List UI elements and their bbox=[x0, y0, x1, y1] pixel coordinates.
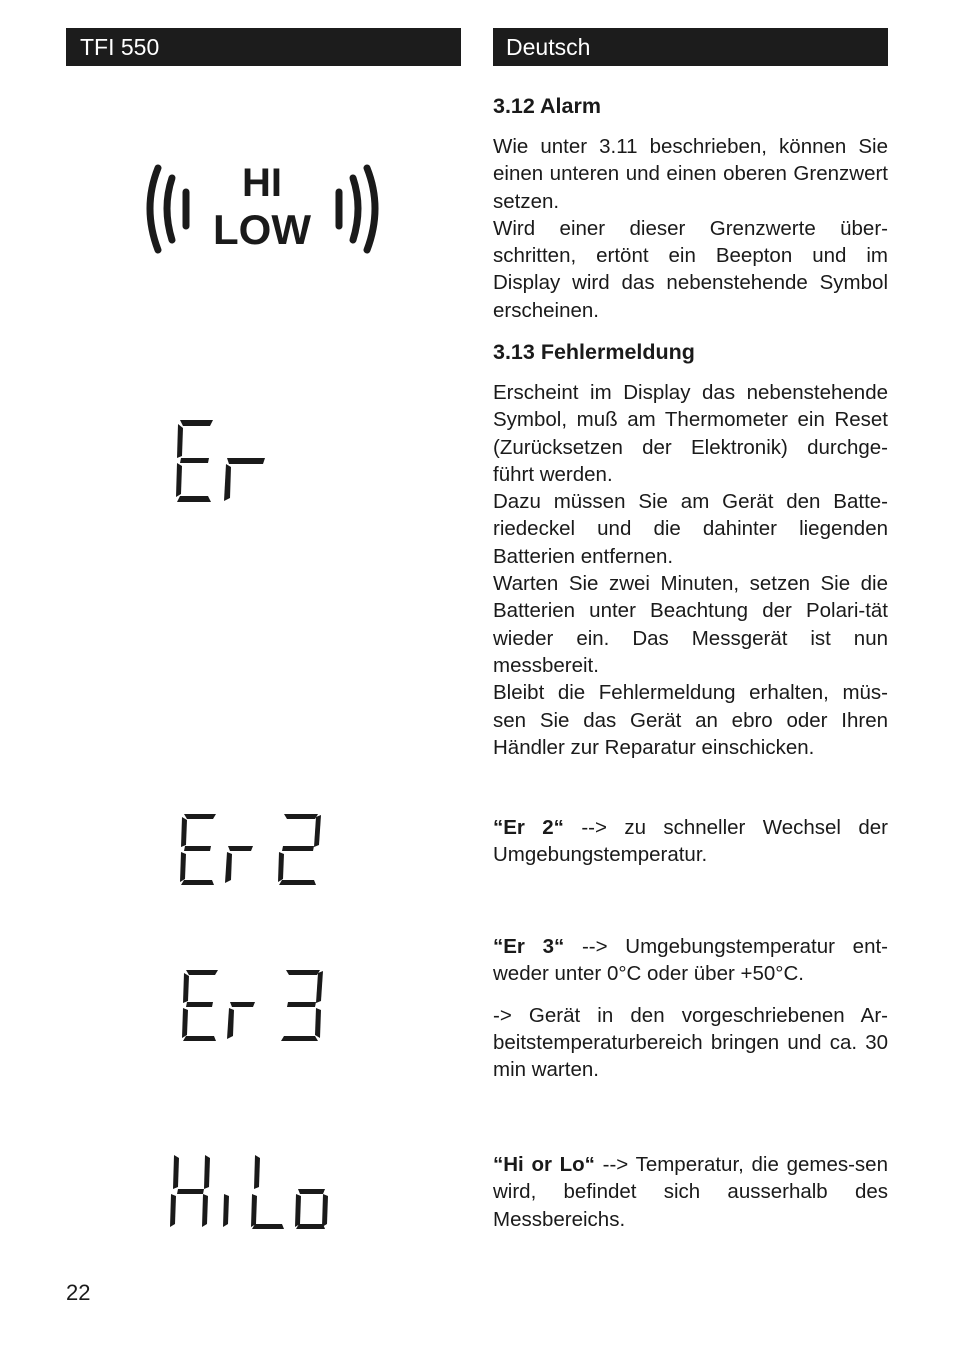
error-paragraph: Bleibt die Fehlermeldung erhalten, müs-sen Sie das Gerät an ebro oder Ihren Händler zur Reparatur einschicken. bbox=[493, 681, 888, 759]
alarm-section bbox=[493, 92, 888, 324]
alarm-paragraph: Wie unter 3.11 beschrieben, können Sie einen unteren und einen oberen Grenzwert setzen. bbox=[493, 135, 888, 213]
er3-text: --> Umgebungstemperatur ent-weder unter 0°C oder über +50°C. bbox=[493, 935, 889, 986]
er2-description bbox=[493, 814, 888, 869]
alarm-heading: 3.12 Alarm bbox=[493, 94, 601, 118]
er3-label: “Er 3“ bbox=[493, 935, 565, 958]
er3-note: -> Gerät in den vorgeschriebenen Ar-beitstemperaturbereich bringen und ca. 30 min warten. bbox=[493, 1003, 888, 1082]
alarm-paragraph: Wird einer dieser Grenzwerte über-schritten, ertönt ein Beepton und im Display wird das nebenstehende Symbol erscheinen. bbox=[493, 216, 888, 322]
er3-description bbox=[493, 933, 888, 1083]
hilo-text: --> Temperatur, die gemes-sen wird, befindet sich ausserhalb des Messbereichs. bbox=[493, 1153, 888, 1231]
display-er2-symbol bbox=[178, 812, 328, 887]
hilo-label: “Hi or Lo“ bbox=[493, 1153, 595, 1176]
display-hilo-symbol bbox=[168, 1152, 333, 1232]
error-paragraph: Dazu müssen Sie am Gerät den Batte-riedeckel und die dahinter liegenden Batterien entfernen. bbox=[493, 490, 888, 568]
language-title: Deutsch bbox=[506, 34, 591, 60]
alarm-hi-low-icon bbox=[140, 160, 385, 260]
header-bar-left bbox=[66, 28, 461, 66]
error-heading: 3.13 Fehlermeldung bbox=[493, 340, 695, 364]
display-er3-symbol bbox=[180, 968, 330, 1043]
hilo-description bbox=[493, 1151, 888, 1233]
display-er-symbol bbox=[175, 418, 275, 503]
error-paragraph: Erscheint im Display das nebenstehende Symbol, muß am Thermometer ein Reset (Zurücksetzen der Elektronik) durchge-führt werden. bbox=[493, 381, 888, 486]
header-bar-right bbox=[493, 28, 888, 66]
alarm-low-text: LOW bbox=[213, 206, 311, 253]
model-title: TFI 550 bbox=[80, 34, 160, 60]
alarm-hi-text: HI bbox=[242, 161, 282, 205]
er2-label: “Er 2“ bbox=[493, 816, 564, 839]
error-section bbox=[493, 338, 888, 761]
error-paragraph: Warten Sie zwei Minuten, setzen Sie die Batterien unter Beachtung der Polari-tät wieder ein. Das Messgerät ist nun messbereit. bbox=[493, 572, 888, 677]
page-number: 22 bbox=[66, 1280, 91, 1305]
er2-text: --> zu schneller Wechsel der Umgebungstemperatur. bbox=[493, 816, 888, 867]
